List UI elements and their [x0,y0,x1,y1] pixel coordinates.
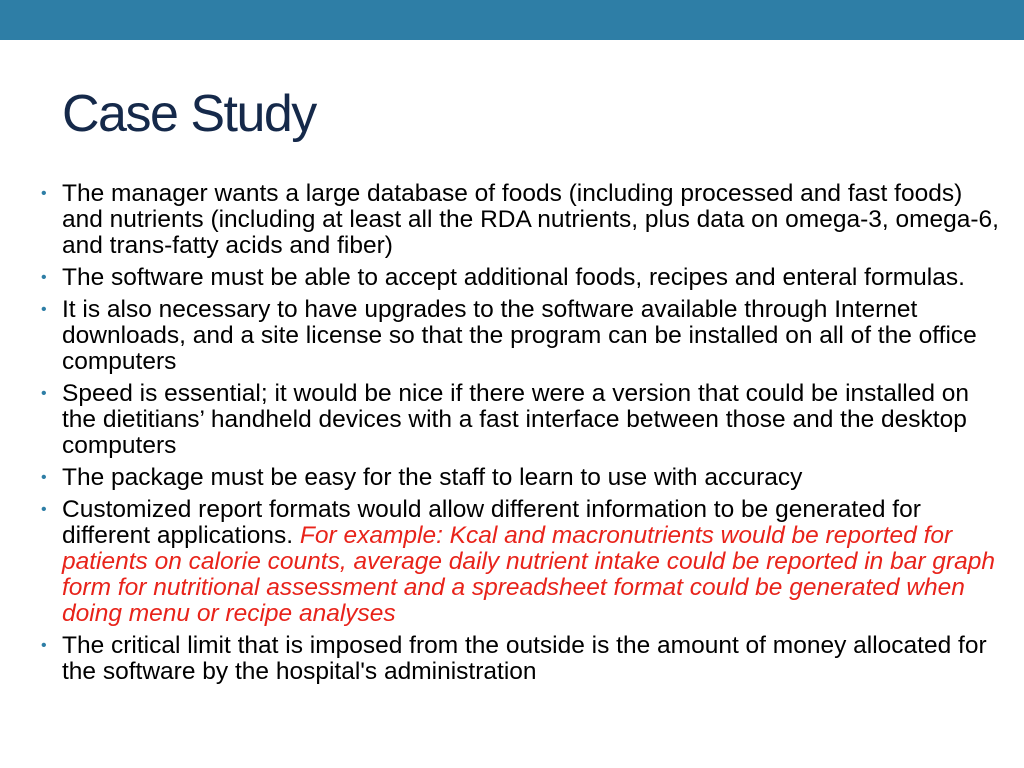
bullet-marker-icon: • [41,469,47,486]
bullet-text: Speed is essential; it would be nice if there were a version that could be installed on the dietitians’ handheld devices with a fast interface between those and the desktop computers [62,380,970,459]
bullet-text: The manager wants a large database of foods (including processed and fast foods) and nutrients (including at least all the RDA nutrients, plus data on omega-3, omega-6, and trans-fatty acids and fiber) [62,180,999,259]
bullet-list [41,180,1002,691]
bullet-marker-icon: • [41,269,47,286]
bullet-marker-icon: • [41,185,47,202]
bullet-item [41,296,1002,375]
bullet-text: The critical limit that is imposed from the outside is the amount of money allocated for the software by the hospital's administration [62,632,987,685]
bullet-item [41,496,1002,627]
bullet-text: Customized report formats would allow different information to be generated for different applications. [62,496,921,549]
slide-title: Case Study [62,85,316,143]
bullet-marker-icon: • [41,637,47,654]
bullet-marker-icon: • [41,501,47,518]
bullet-marker-icon: • [41,385,47,402]
bullet-item [41,632,1002,685]
header-band [0,0,1024,40]
bullet-text: It is also necessary to have upgrades to the software available through Internet downloads, and a site license so that the program can be installed on all of the office computers [62,296,977,375]
bullet-item [41,180,1002,259]
bullet-highlight-text: For example: Kcal and macronutrients would be reported for patients on calorie counts, average daily nutrient intake could be reported in bar graph form for nutritional assessment and a spreadsheet format could be generated when doing menu or recipe analyses [62,522,995,627]
bullet-item [41,464,1002,491]
bullet-item [41,380,1002,459]
bullet-marker-icon: • [41,301,47,318]
bullet-item [41,264,1002,291]
bullet-text: The software must be able to accept additional foods, recipes and enteral formulas. [62,264,965,291]
bullet-text: The package must be easy for the staff to learn to use with accuracy [62,464,803,491]
